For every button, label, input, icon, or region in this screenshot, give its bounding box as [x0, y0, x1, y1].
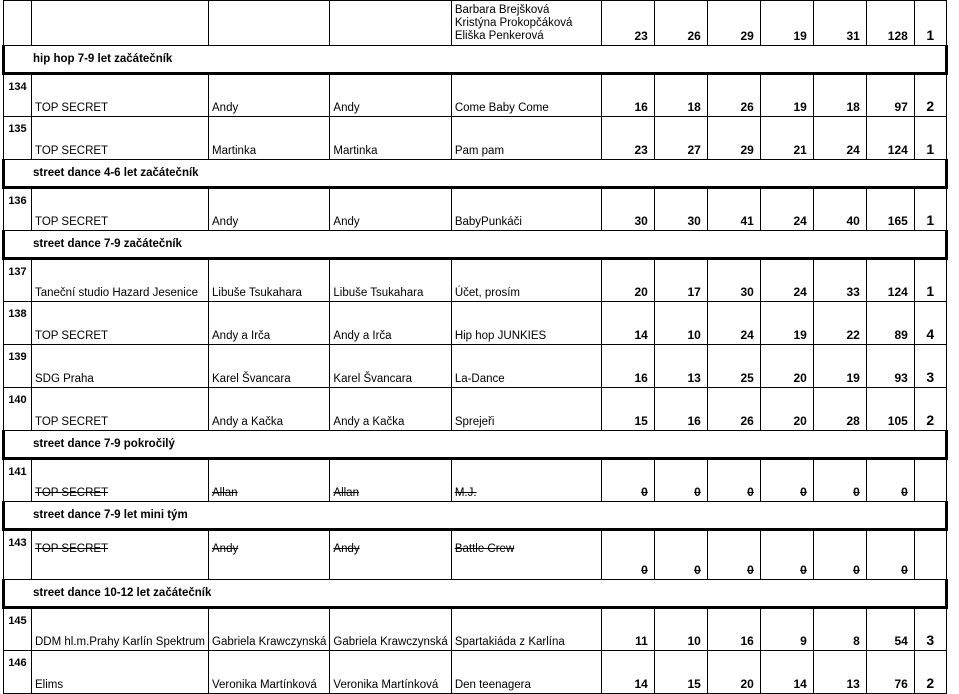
dancer-name: Barbara Brejšková: [454, 4, 550, 16]
place: 1: [914, 259, 946, 302]
score: 26: [707, 74, 760, 117]
table-row: [4, 608, 947, 651]
score: 0: [654, 530, 707, 580]
score: 8: [813, 608, 866, 651]
choreographer: Andy: [330, 530, 451, 580]
score: 40: [813, 188, 866, 231]
score: 20: [601, 259, 654, 302]
category-row: [4, 502, 947, 530]
club: TOP SECRET: [32, 459, 209, 502]
results-table: [2, 0, 948, 694]
total-score: 128: [866, 1, 914, 46]
row-number: 145: [4, 608, 32, 651]
score: 23: [601, 1, 654, 46]
club: TOP SECRET: [32, 530, 209, 580]
club: SDG Praha: [32, 345, 209, 388]
score: 10: [654, 302, 707, 345]
dancer-names: [451, 1, 601, 46]
table-row: [4, 302, 947, 345]
score: 11: [601, 608, 654, 651]
score: 0: [760, 530, 813, 580]
choreographer: Andy a Kačka: [330, 388, 451, 431]
score: 17: [654, 259, 707, 302]
score: 13: [813, 651, 866, 694]
score: 0: [601, 459, 654, 502]
score: 15: [654, 651, 707, 694]
total-score: 93: [866, 345, 914, 388]
total-score: 0: [866, 530, 914, 580]
score: 30: [707, 259, 760, 302]
total-score: 89: [866, 302, 914, 345]
choreographer: Veronika Martínková: [330, 651, 451, 694]
score: 16: [601, 345, 654, 388]
score: 23: [601, 117, 654, 160]
trainer: Veronika Martínková: [209, 651, 330, 694]
trainer: Andy a Kačka: [209, 388, 330, 431]
trainer: Allan: [209, 459, 330, 502]
score: 28: [813, 388, 866, 431]
choreographer: Allan: [330, 459, 451, 502]
total-score: 97: [866, 74, 914, 117]
row-number: 134: [4, 74, 32, 117]
score: 0: [601, 530, 654, 580]
category-row: [4, 46, 947, 74]
table-row: [4, 259, 947, 302]
trainer: Karel Švancara: [209, 345, 330, 388]
place: [914, 459, 946, 502]
club: [32, 1, 209, 46]
dancer-name: Kristýna Prokopčáková: [454, 17, 573, 29]
dancer-name: Eliška Penkerová: [454, 30, 544, 42]
table-row: [4, 388, 947, 431]
score: 15: [601, 388, 654, 431]
club: Taneční studio Hazard Jesenice: [32, 259, 209, 302]
choreographer: Andy a Irča: [330, 302, 451, 345]
score: 14: [601, 302, 654, 345]
place: 4: [914, 302, 946, 345]
score: 21: [760, 117, 813, 160]
table-row: [4, 345, 947, 388]
dance-title: Come Baby Come: [451, 74, 601, 117]
score: 14: [760, 651, 813, 694]
category-row: [4, 580, 947, 608]
club: TOP SECRET: [32, 188, 209, 231]
score: 31: [813, 1, 866, 46]
score: 9: [760, 608, 813, 651]
row-number: 146: [4, 651, 32, 694]
total-score: 54: [866, 608, 914, 651]
dance-title: Sprejeři: [451, 388, 601, 431]
place: 3: [914, 608, 946, 651]
score: 30: [654, 188, 707, 231]
choreographer: Andy: [330, 188, 451, 231]
score: 19: [813, 345, 866, 388]
score: 0: [654, 459, 707, 502]
table-row: [4, 651, 947, 694]
place: 1: [914, 188, 946, 231]
place: 2: [914, 74, 946, 117]
total-score: 124: [866, 117, 914, 160]
row-number: 138: [4, 302, 32, 345]
score: 10: [654, 608, 707, 651]
score: 27: [654, 117, 707, 160]
category-title: street dance 4-6 let začátečník: [4, 160, 947, 188]
club: DDM hl.m.Prahy Karlín Spektrum: [32, 608, 209, 651]
total-score: 0: [866, 459, 914, 502]
table-row: [4, 188, 947, 231]
place: [914, 530, 946, 580]
score: 0: [813, 530, 866, 580]
score: 24: [707, 302, 760, 345]
trainer: Gabriela Krawczynská: [209, 608, 330, 651]
choreographer: Karel Švancara: [330, 345, 451, 388]
club: TOP SECRET: [32, 302, 209, 345]
club: TOP SECRET: [32, 117, 209, 160]
row-number: 140: [4, 388, 32, 431]
score: 14: [601, 651, 654, 694]
trainer: Libuše Tsukahara: [209, 259, 330, 302]
top-row: [4, 1, 947, 46]
trainer: Andy: [209, 74, 330, 117]
score: 29: [707, 1, 760, 46]
category-row: [4, 231, 947, 259]
trainer: [209, 1, 330, 46]
row-number: 139: [4, 345, 32, 388]
total-score: 76: [866, 651, 914, 694]
score: 30: [601, 188, 654, 231]
row-number: 135: [4, 117, 32, 160]
place: 1: [914, 1, 946, 46]
place: 2: [914, 388, 946, 431]
score: 19: [760, 302, 813, 345]
row-number: 143: [4, 530, 32, 580]
score: 24: [760, 188, 813, 231]
score: 19: [760, 1, 813, 46]
row-number: [4, 1, 32, 46]
score: 26: [654, 1, 707, 46]
score: 18: [654, 74, 707, 117]
club: TOP SECRET: [32, 74, 209, 117]
dance-title: Pam pam: [451, 117, 601, 160]
score: 18: [813, 74, 866, 117]
score: 20: [707, 651, 760, 694]
category-title: hip hop 7-9 let začátečník: [4, 46, 947, 74]
trainer: Andy: [209, 188, 330, 231]
choreographer: Libuše Tsukahara: [330, 259, 451, 302]
row-number: 137: [4, 259, 32, 302]
score: 19: [760, 74, 813, 117]
table-row: [4, 117, 947, 160]
place: 3: [914, 345, 946, 388]
score: 20: [760, 388, 813, 431]
score: 0: [707, 459, 760, 502]
total-score: 124: [866, 259, 914, 302]
total-score: 105: [866, 388, 914, 431]
dance-title: Hip hop JUNKIES: [451, 302, 601, 345]
category-title: street dance 10-12 let začátečník: [4, 580, 947, 608]
category-title: street dance 7-9 pokročilý: [4, 431, 947, 459]
table-row: [4, 74, 947, 117]
score: 24: [760, 259, 813, 302]
choreographer: Martinka: [330, 117, 451, 160]
score: 25: [707, 345, 760, 388]
category-row: [4, 160, 947, 188]
place: 1: [914, 117, 946, 160]
score: 0: [707, 530, 760, 580]
club: TOP SECRET: [32, 388, 209, 431]
score: 13: [654, 345, 707, 388]
trainer: Andy a Irča: [209, 302, 330, 345]
results-body: [4, 1, 947, 694]
score: 16: [601, 74, 654, 117]
score: 20: [760, 345, 813, 388]
score: 0: [760, 459, 813, 502]
score: 29: [707, 117, 760, 160]
dance-title: La-Dance: [451, 345, 601, 388]
score: 0: [813, 459, 866, 502]
place: 2: [914, 651, 946, 694]
dance-title: M.J.: [451, 459, 601, 502]
dance-title: Battle Crew: [451, 530, 601, 580]
dance-title: BabyPunkáči: [451, 188, 601, 231]
score: 16: [707, 608, 760, 651]
score: 26: [707, 388, 760, 431]
row-number: 136: [4, 188, 32, 231]
dance-title: Spartakiáda z Karlína: [451, 608, 601, 651]
choreographer: Andy: [330, 74, 451, 117]
category-row: [4, 431, 947, 459]
score: 24: [813, 117, 866, 160]
total-score: 165: [866, 188, 914, 231]
choreographer: Gabriela Krawczynská: [330, 608, 451, 651]
table-row: [4, 459, 947, 502]
row-number: 141: [4, 459, 32, 502]
score: 16: [654, 388, 707, 431]
trainer: Andy: [209, 530, 330, 580]
trainer: Martinka: [209, 117, 330, 160]
score: 33: [813, 259, 866, 302]
choreographer: [330, 1, 451, 46]
category-title: street dance 7-9 začátečník: [4, 231, 947, 259]
score: 22: [813, 302, 866, 345]
dance-title: Den teenagera: [451, 651, 601, 694]
dance-title: Účet, prosím: [451, 259, 601, 302]
table-row: [4, 530, 947, 580]
club: Elims: [32, 651, 209, 694]
category-title: street dance 7-9 let mini tým: [4, 502, 947, 530]
score: 41: [707, 188, 760, 231]
